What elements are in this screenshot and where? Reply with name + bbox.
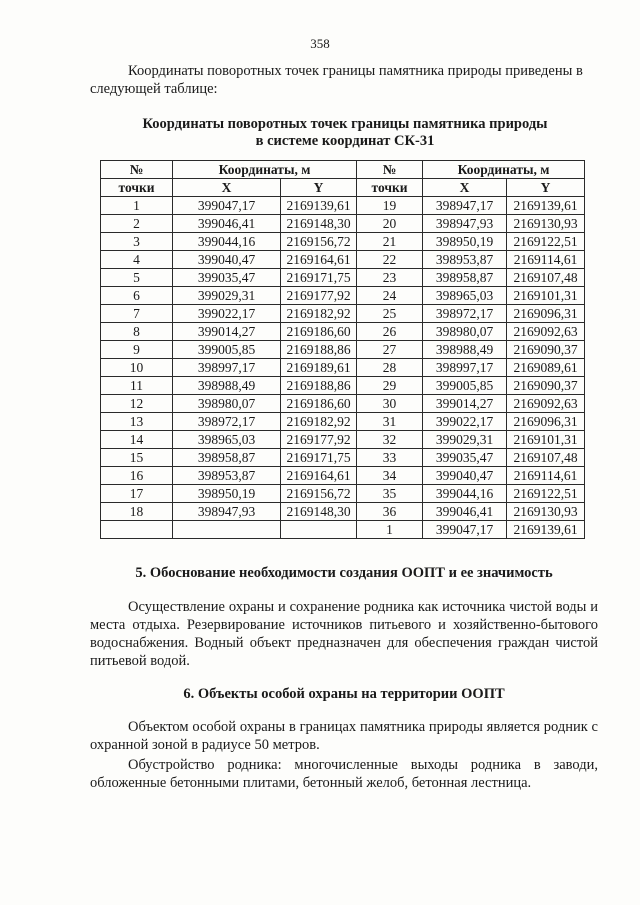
section-6-paragraph-2: Обустройство родника: многочисленные выходы родника в заводи, обложенные бетонными плитами, бетонный желоб, бетонная лестница. xyxy=(90,757,598,791)
header-x-right: X xyxy=(423,179,507,197)
table-row xyxy=(101,449,585,467)
table-body xyxy=(101,197,585,539)
table-cell: 34 xyxy=(357,467,423,485)
table-cell: 398972,17 xyxy=(173,413,281,431)
table-cell: 2169107,48 xyxy=(507,269,585,287)
table-cell: 5 xyxy=(101,269,173,287)
table-cell: 399005,85 xyxy=(173,341,281,359)
table-cell: 398980,07 xyxy=(173,395,281,413)
table-cell: 398997,17 xyxy=(173,359,281,377)
table-cell: 398980,07 xyxy=(423,323,507,341)
table-cell: 2169130,93 xyxy=(507,215,585,233)
table-cell: 399040,47 xyxy=(423,467,507,485)
table-title-line-1: Координаты поворотных точек границы памятника природы xyxy=(142,116,548,132)
table-cell: 2169096,31 xyxy=(507,413,585,431)
table-row xyxy=(101,197,585,215)
table-cell: 2169177,92 xyxy=(281,287,357,305)
table-cell: 2169090,37 xyxy=(507,341,585,359)
table-cell: 399014,27 xyxy=(173,323,281,341)
table-cell: 2169182,92 xyxy=(281,413,357,431)
table-cell: 2169186,60 xyxy=(281,323,357,341)
table-cell: 398972,17 xyxy=(423,305,507,323)
table-cell: 2 xyxy=(101,215,173,233)
table-cell: 2169122,51 xyxy=(507,233,585,251)
table-cell: 2169186,60 xyxy=(281,395,357,413)
table-cell: 399046,41 xyxy=(423,503,507,521)
section-5-paragraph: Осуществление охраны и сохранение родника как источника чистой воды и места отдыха. Резервирование источников питьевого и хозяйственно-бытового водоснабжения. Водный объект предназначен для обеспечения граждан чистой питьевой водой. xyxy=(90,599,598,669)
table-cell: 8 xyxy=(101,323,173,341)
table-cell: 2169171,75 xyxy=(281,449,357,467)
table-cell: 2169092,63 xyxy=(507,323,585,341)
table-row xyxy=(101,521,585,539)
table-row xyxy=(101,215,585,233)
table-cell: 2169130,93 xyxy=(507,503,585,521)
table-row xyxy=(101,251,585,269)
table-cell: 2169089,61 xyxy=(507,359,585,377)
table-cell: 2169096,31 xyxy=(507,305,585,323)
table-cell: 36 xyxy=(357,503,423,521)
table-cell: 26 xyxy=(357,323,423,341)
table-row xyxy=(101,377,585,395)
table-row xyxy=(101,503,585,521)
table-cell: 398947,93 xyxy=(173,503,281,521)
table-cell: 14 xyxy=(101,431,173,449)
section-6-paragraph-1: Объектом особой охраны в границах памятника природы является родник с охранной зоной в радиусе 50 метров. xyxy=(90,719,598,753)
table-cell: 2169182,92 xyxy=(281,305,357,323)
table-cell: 2169148,30 xyxy=(281,503,357,521)
table-cell: 2169148,30 xyxy=(281,215,357,233)
header-points-right: точки xyxy=(357,179,423,197)
table-cell: 2169139,61 xyxy=(281,197,357,215)
table-cell: 22 xyxy=(357,251,423,269)
table-cell: 399005,85 xyxy=(423,377,507,395)
table-cell: 399022,17 xyxy=(173,305,281,323)
table-cell: 399040,47 xyxy=(173,251,281,269)
table-cell: 398947,17 xyxy=(423,197,507,215)
table-cell: 398988,49 xyxy=(423,341,507,359)
table-cell: 7 xyxy=(101,305,173,323)
table-cell: 18 xyxy=(101,503,173,521)
table-cell: 2169122,51 xyxy=(507,485,585,503)
table-cell: 398950,19 xyxy=(423,233,507,251)
header-points-left: точки xyxy=(101,179,173,197)
table-row xyxy=(101,341,585,359)
table-cell: 31 xyxy=(357,413,423,431)
section-6-heading: 6. Объекты особой охраны на территории ООПТ xyxy=(183,686,505,702)
table-cell: 32 xyxy=(357,431,423,449)
table-cell: 398953,87 xyxy=(173,467,281,485)
table-cell xyxy=(101,521,173,539)
header-y-right: Y xyxy=(507,179,585,197)
header-coords-right: Координаты, м xyxy=(423,161,585,179)
table-cell: 398965,03 xyxy=(173,431,281,449)
table-cell: 398988,49 xyxy=(173,377,281,395)
table-cell: 399035,47 xyxy=(173,269,281,287)
header-x-left: X xyxy=(173,179,281,197)
table-cell: 399022,17 xyxy=(423,413,507,431)
table-row xyxy=(101,233,585,251)
table-cell: 20 xyxy=(357,215,423,233)
table-cell: 399014,27 xyxy=(423,395,507,413)
table-cell: 2169090,37 xyxy=(507,377,585,395)
table-cell: 27 xyxy=(357,341,423,359)
table-cell: 19 xyxy=(357,197,423,215)
table-cell: 2169156,72 xyxy=(281,233,357,251)
table-cell: 21 xyxy=(357,233,423,251)
header-num-left: № xyxy=(101,161,173,179)
table-cell: 2169171,75 xyxy=(281,269,357,287)
table-row xyxy=(101,305,585,323)
table-cell: 2169177,92 xyxy=(281,431,357,449)
table-cell: 399029,31 xyxy=(423,431,507,449)
table-cell: 10 xyxy=(101,359,173,377)
table-cell: 398947,93 xyxy=(423,215,507,233)
table-cell: 399029,31 xyxy=(173,287,281,305)
table-title-line-2: в системе координат СК-31 xyxy=(255,133,435,149)
table-cell: 24 xyxy=(357,287,423,305)
table-cell: 2169164,61 xyxy=(281,467,357,485)
table-cell xyxy=(173,521,281,539)
table-cell: 399046,41 xyxy=(173,215,281,233)
table-cell: 399047,17 xyxy=(423,521,507,539)
table-cell: 2169139,61 xyxy=(507,197,585,215)
table-cell: 25 xyxy=(357,305,423,323)
table-cell: 15 xyxy=(101,449,173,467)
section-5-heading: 5. Обоснование необходимости создания ООПТ и ее значимость xyxy=(135,565,553,581)
table-row xyxy=(101,359,585,377)
table-cell: 6 xyxy=(101,287,173,305)
table-cell: 30 xyxy=(357,395,423,413)
table-cell: 2169114,61 xyxy=(507,467,585,485)
table-row xyxy=(101,467,585,485)
table-cell xyxy=(281,521,357,539)
table-row xyxy=(101,269,585,287)
table-header-row-1 xyxy=(101,161,585,179)
table-cell: 2169101,31 xyxy=(507,287,585,305)
table-cell: 2169189,61 xyxy=(281,359,357,377)
table-cell: 11 xyxy=(101,377,173,395)
table-row xyxy=(101,413,585,431)
table-cell: 23 xyxy=(357,269,423,287)
table-cell: 2169101,31 xyxy=(507,431,585,449)
table-cell: 2169092,63 xyxy=(507,395,585,413)
page-number: 358 xyxy=(310,36,330,51)
table-cell: 12 xyxy=(101,395,173,413)
table-cell: 3 xyxy=(101,233,173,251)
table-row xyxy=(101,485,585,503)
table-header-row-2 xyxy=(101,179,585,197)
table-cell: 9 xyxy=(101,341,173,359)
header-num-right: № xyxy=(357,161,423,179)
table-cell: 398950,19 xyxy=(173,485,281,503)
table-cell: 2169107,48 xyxy=(507,449,585,467)
table-cell: 398953,87 xyxy=(423,251,507,269)
table-cell: 2169188,86 xyxy=(281,377,357,395)
table-cell: 29 xyxy=(357,377,423,395)
table-cell: 1 xyxy=(101,197,173,215)
table-cell: 28 xyxy=(357,359,423,377)
table-cell: 13 xyxy=(101,413,173,431)
table-title xyxy=(110,116,580,150)
coordinates-table xyxy=(100,160,585,539)
table-row xyxy=(101,395,585,413)
header-y-left: Y xyxy=(281,179,357,197)
table-cell: 1 xyxy=(357,521,423,539)
table-row xyxy=(101,287,585,305)
intro-paragraph: Координаты поворотных точек границы памятника природы приведены в следующей таблице: xyxy=(90,63,583,97)
table-cell: 2169114,61 xyxy=(507,251,585,269)
table-cell: 398958,87 xyxy=(423,269,507,287)
table-cell: 399044,16 xyxy=(423,485,507,503)
table-cell: 2169164,61 xyxy=(281,251,357,269)
table-cell: 399035,47 xyxy=(423,449,507,467)
table-cell: 2169156,72 xyxy=(281,485,357,503)
table-cell: 399047,17 xyxy=(173,197,281,215)
table-cell: 4 xyxy=(101,251,173,269)
table-cell: 35 xyxy=(357,485,423,503)
table-cell: 16 xyxy=(101,467,173,485)
table-cell: 398965,03 xyxy=(423,287,507,305)
table-cell: 33 xyxy=(357,449,423,467)
table-cell: 399044,16 xyxy=(173,233,281,251)
table-row xyxy=(101,323,585,341)
table-cell: 2169188,86 xyxy=(281,341,357,359)
table-cell: 2169139,61 xyxy=(507,521,585,539)
table-cell: 17 xyxy=(101,485,173,503)
table-cell: 398958,87 xyxy=(173,449,281,467)
table-cell: 398997,17 xyxy=(423,359,507,377)
table-row xyxy=(101,431,585,449)
header-coords-left: Координаты, м xyxy=(173,161,357,179)
